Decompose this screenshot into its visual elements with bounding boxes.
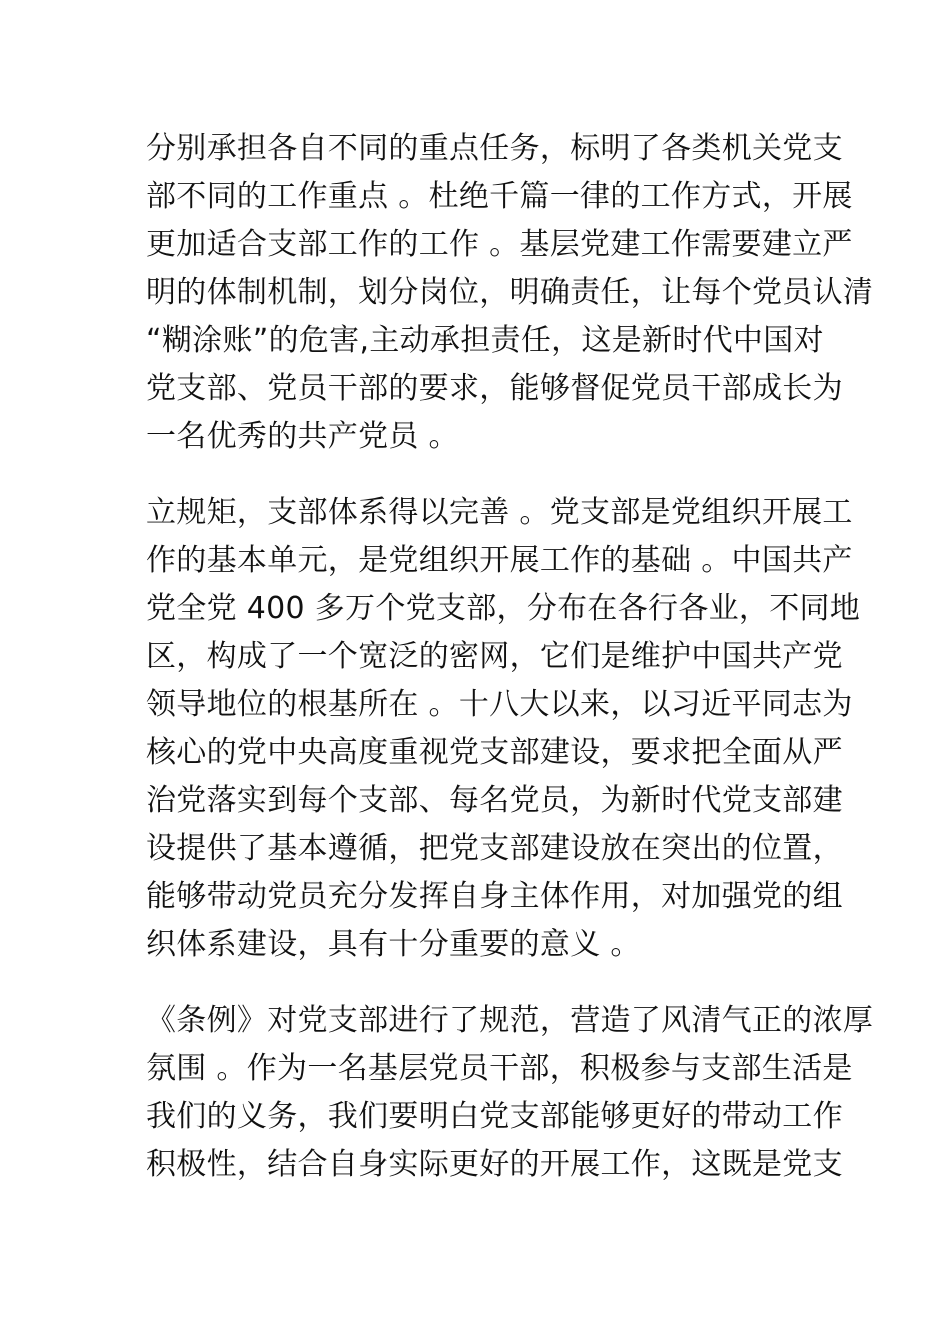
text-line: 更加适合支部工作的工作 。基层党建工作需要建立严 (146, 227, 853, 262)
text-line: 党支部、党员干部的要求，能够督促党员干部成长为 (146, 371, 843, 406)
text-line: 立规矩，支部体系得以完善 。党支部是党组织开展工 (146, 495, 853, 530)
text-line: 氛围 。作为一名基层党员干部，积极参与支部生活是 (146, 1051, 853, 1086)
text-line: 明的体制机制，划分岗位，明确责任，让每个党员认清 (146, 275, 874, 310)
text-line: 分别承担各自不同的重点任务，标明了各类机关党支 (146, 131, 843, 166)
text-line: 一名优秀的共产党员 。 (146, 419, 459, 454)
text-line: 部不同的工作重点 。杜绝千篇一律的工作方式，开展 (146, 179, 853, 214)
paragraph-1 (146, 125, 874, 461)
document-body (146, 125, 874, 1217)
text-line: 积极性，结合自身实际更好的开展工作，这既是党支 (146, 1147, 843, 1182)
text-line: 设提供了基本遵循，把党支部建设放在突出的位置， (146, 831, 843, 866)
paragraph-2 (146, 489, 861, 969)
text-line: 我们的义务，我们要明白党支部能够更好的带动工作 (146, 1099, 843, 1134)
text-line: 《条例》对党支部进行了规范，营造了风清气正的浓厚 (146, 1003, 874, 1038)
text-line: “糊涂账”的危害,主动承担责任，这是新时代中国对 (146, 323, 824, 358)
text-line: 治党落实到每个支部、每名党员，为新时代党支部建 (146, 783, 843, 818)
text-line: 作的基本单元，是党组织开展工作的基础 。中国共产 (146, 543, 853, 578)
text-line: 能够带动党员充分发挥自身主体作用，对加强党的组 (146, 879, 843, 914)
paragraph-3 (146, 997, 874, 1189)
text-line: 织体系建设，具有十分重要的意义 。 (146, 927, 641, 962)
text-line: 区，构成了一个宽泛的密网，它们是维护中国共产党 (146, 639, 843, 674)
text-line: 领导地位的根基所在 。十八大以来，以习近平同志为 (146, 687, 853, 722)
text-line: 党全党 400 多万个党支部，分布在各行各业，不同地 (146, 591, 861, 626)
text-line: 核心的党中央高度重视党支部建设，要求把全面从严 (146, 735, 843, 770)
